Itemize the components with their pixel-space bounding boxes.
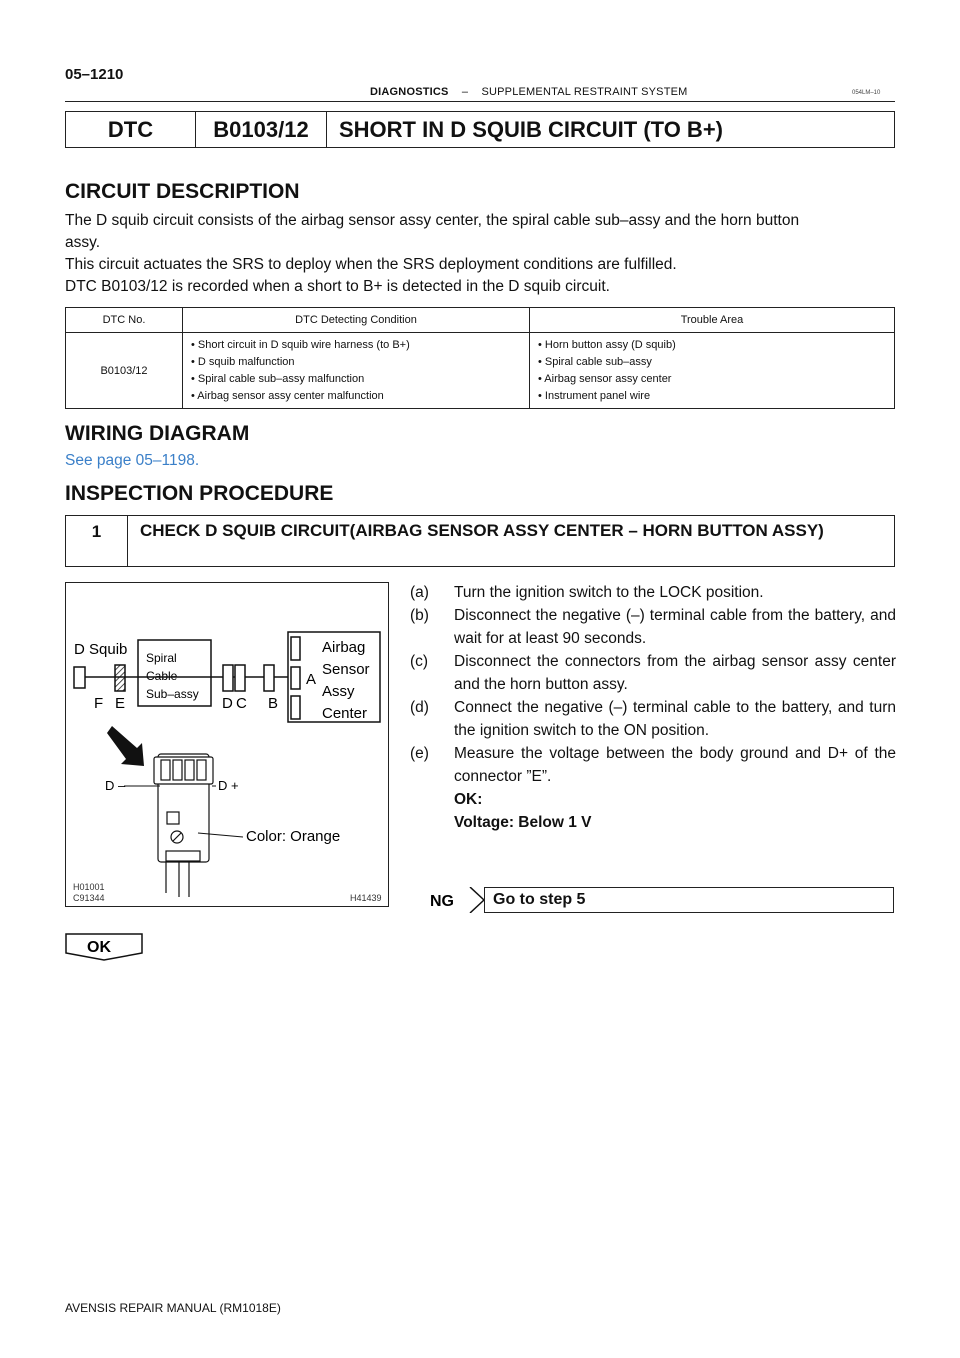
- column-header: DTC Detecting Condition: [183, 308, 530, 333]
- ng-label: NG: [430, 893, 454, 910]
- figure-code: H41439: [350, 893, 382, 903]
- description-line: DTC B0103/12 is recorded when a short to B+ is detected in the D squib circuit.: [65, 278, 610, 295]
- circuit-description-heading: CIRCUIT DESCRIPTION: [65, 180, 300, 203]
- spiral-label: Spiral: [146, 651, 177, 665]
- condition-item: • Short circuit in D squib wire harness (to B+): [191, 339, 410, 351]
- step-text: Measure the voltage between the body ground and D+ of the connector ”E”.: [454, 745, 896, 785]
- description-line: The D squib circuit consists of the airbag sensor assy center, the spiral cable sub–assy and the horn button: [65, 212, 800, 229]
- ng-branch-tag: [410, 887, 484, 913]
- airbag-label: Assy: [322, 683, 355, 700]
- step-box: [65, 515, 895, 567]
- procedure-step: [410, 604, 896, 650]
- inspection-procedure-heading: INSPECTION PROCEDURE: [65, 482, 334, 505]
- connector-a-label: A: [306, 671, 317, 688]
- figure-code: C91344: [73, 893, 105, 903]
- circuit-description-text: [65, 210, 897, 298]
- step-label: (d): [410, 699, 429, 716]
- step-label: (b): [410, 607, 429, 624]
- step-text: Disconnect the negative (–) terminal cable from the battery, and wait for at least 90 seconds.: [454, 607, 896, 647]
- step-text: Turn the ignition switch to the LOCK position.: [454, 584, 764, 601]
- section-separator: –: [461, 86, 469, 98]
- step-text: Connect the negative (–) terminal cable to the battery, and turn the ignition switch to the ON position.: [454, 699, 896, 739]
- procedure-step: [410, 742, 896, 788]
- ok-branch-tab: [65, 933, 143, 961]
- manual-footer: AVENSIS REPAIR MANUAL (RM1018E): [65, 1301, 281, 1315]
- step-label: (e): [410, 745, 429, 762]
- step-text: Disconnect the connectors from the airbag sensor assy center and the horn button assy.: [454, 653, 896, 693]
- header-rule: [65, 101, 895, 102]
- ng-action-box: Go to step 5: [484, 887, 894, 913]
- section-header: [370, 86, 688, 98]
- description-line: assy.: [65, 234, 101, 251]
- figure-code: H01001: [73, 882, 105, 892]
- page-number: 05–1210: [65, 66, 124, 83]
- procedure-step: [410, 581, 896, 604]
- dtc-label: DTC: [66, 112, 196, 147]
- step-label: (a): [410, 584, 429, 601]
- connector-c-label: C: [236, 695, 247, 712]
- airbag-label: Airbag: [322, 639, 366, 656]
- wiring-page-link[interactable]: See page 05–1198.: [65, 452, 200, 469]
- ok-criterion-value: Voltage: Below 1 V: [454, 814, 592, 831]
- dtc-code: B0103/12: [196, 112, 327, 147]
- ok-tab-label: OK: [87, 939, 111, 956]
- subsection-name: SUPPLEMENTAL RESTRAINT SYSTEM: [481, 86, 688, 98]
- dtc-title-bar: [65, 111, 895, 148]
- connector-diagram: [66, 583, 388, 906]
- d-minus-label: D –: [105, 778, 126, 793]
- wiring-diagram-heading: WIRING DIAGRAM: [65, 422, 250, 445]
- section-name: DIAGNOSTICS: [370, 86, 449, 98]
- area-item: • Instrument panel wire: [538, 390, 651, 402]
- area-item: • Airbag sensor assy center: [538, 373, 672, 385]
- trouble-area-cell: [530, 333, 895, 409]
- dtc-table: [65, 307, 895, 409]
- airbag-label: Center: [322, 705, 368, 722]
- connector-d-label: D: [222, 695, 233, 712]
- airbag-label: Sensor: [322, 661, 370, 678]
- table-header-row: [66, 308, 895, 333]
- connector-figure: [65, 582, 389, 907]
- d-plus-label: D +: [218, 778, 239, 793]
- spiral-label: Cable: [146, 669, 178, 683]
- procedure-steps: [410, 581, 896, 834]
- area-item: • Spiral cable sub–assy: [538, 356, 652, 368]
- dtc-title: SHORT IN D SQUIB CIRCUIT (TO B+): [339, 116, 723, 142]
- condition-item: • Airbag sensor assy center malfunction: [191, 390, 384, 402]
- condition-item: • Spiral cable sub–assy malfunction: [191, 373, 365, 385]
- connector-f-label: F: [94, 695, 104, 712]
- detecting-condition-cell: [183, 333, 530, 409]
- step-title: CHECK D SQUIB CIRCUIT(AIRBAG SENSOR ASSY CENTER – HORN BUTTON ASSY): [140, 521, 824, 540]
- connector-e-label: E: [115, 695, 126, 712]
- table-row: [66, 333, 895, 409]
- connector-b-label: B: [268, 695, 279, 712]
- column-header: Trouble Area: [530, 308, 895, 333]
- area-item: • Horn button assy (D squib): [538, 339, 676, 351]
- dtc-number-cell: B0103/12: [66, 333, 183, 409]
- ok-criterion-label: OK:: [454, 791, 483, 808]
- description-line: This circuit actuates the SRS to deploy when the SRS deployment conditions are fulfilled.: [65, 256, 677, 273]
- spiral-label: Sub–assy: [146, 687, 199, 701]
- arrow-icon: [107, 726, 144, 766]
- column-header: DTC No.: [66, 308, 183, 333]
- color-label: Color: Orange: [246, 828, 341, 845]
- condition-item: • D squib malfunction: [191, 356, 295, 368]
- step-number: 1: [66, 516, 128, 566]
- connector-e-drawing: [154, 754, 213, 897]
- procedure-step: [410, 650, 896, 696]
- d-squib-label: D Squib: [74, 641, 128, 658]
- step-label: (c): [410, 653, 429, 670]
- procedure-step: [410, 696, 896, 742]
- document-id: 054LM–10: [852, 90, 881, 96]
